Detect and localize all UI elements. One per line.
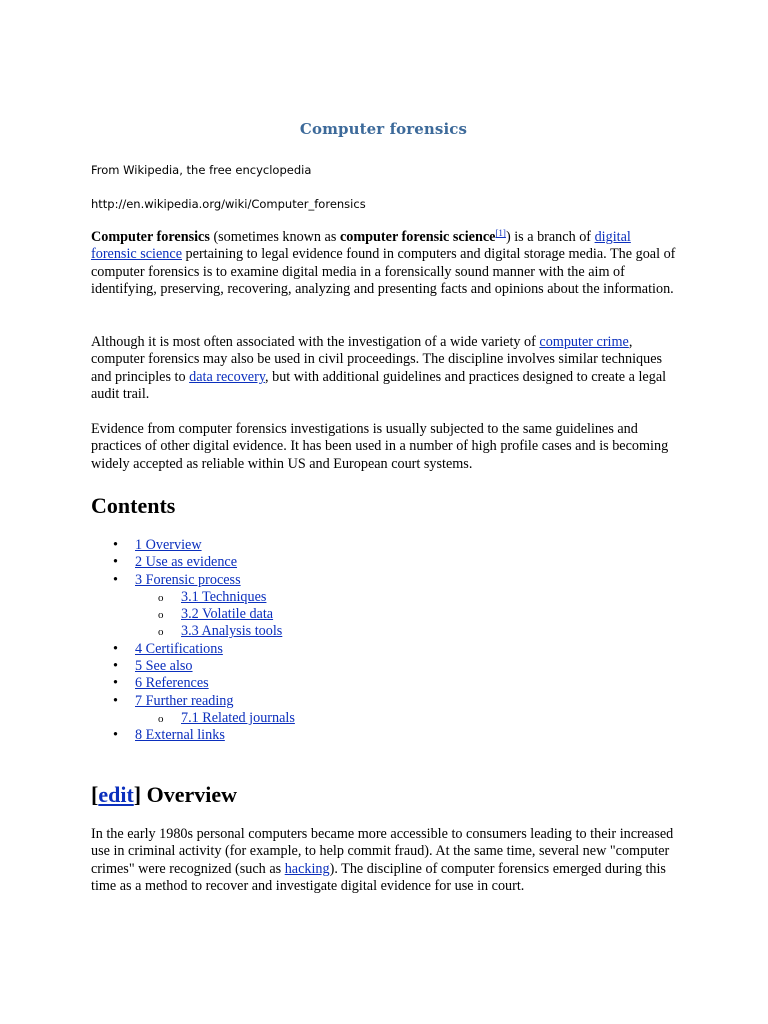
text-segment: ). The discipline of computer forensics emerged during this time as a method to recover and investigate digital evidence for use in court. xyxy=(91,860,666,895)
bullet-icon: • xyxy=(113,692,118,709)
sub-bullet-icon: o xyxy=(158,609,164,622)
url-line: http://en.wikipedia.org/wiki/Computer_forensics xyxy=(91,197,366,211)
toc-item xyxy=(91,658,651,675)
text-segment: (sometimes known as xyxy=(209,229,340,245)
overview-heading-text: Overview xyxy=(141,782,238,807)
hacking-link[interactable]: hacking xyxy=(284,860,330,877)
bullet-icon: • xyxy=(113,571,118,588)
text-segment: , but with additional guidelines and practices designed to create a legal audit trail. xyxy=(91,368,667,403)
toc-item xyxy=(91,572,651,589)
sub-bullet-icon: o xyxy=(158,626,164,639)
reference-superscript xyxy=(495,228,506,238)
sub-bullet-icon: o xyxy=(158,591,164,604)
toc-link[interactable]: 3 Forensic process xyxy=(135,571,241,588)
toc-item xyxy=(91,727,651,744)
bullet-icon: • xyxy=(113,554,118,571)
edit-link[interactable]: edit xyxy=(98,782,134,807)
bullet-icon: • xyxy=(113,537,118,553)
contents-heading: Contents xyxy=(91,493,176,518)
intro-paragraph-3: Evidence from computer forensics investigations is usually subjected to the same guidelines and practices of other digital evidence. It has been used in a number of high profile cases and is becoming widely accepted as reliable within US and European court systems. xyxy=(91,421,669,472)
digital-forensic-science-link[interactable]: digital forensic science xyxy=(91,229,631,263)
toc-item xyxy=(91,641,651,658)
data-recovery-link[interactable]: data recovery xyxy=(189,368,265,385)
table-of-contents xyxy=(91,537,651,745)
toc-item xyxy=(91,554,651,571)
toc-link[interactable]: 2 Use as evidence xyxy=(135,554,238,571)
toc-item xyxy=(91,606,651,623)
bullet-icon: • xyxy=(113,727,118,744)
toc-link[interactable]: 1 Overview xyxy=(135,537,202,553)
source-line: From Wikipedia, the free encyclopedia xyxy=(91,163,312,177)
bracket-close: ] xyxy=(133,782,142,807)
bold-alt-term: computer forensic science xyxy=(339,229,496,245)
text-segment: pertaining to legal evidence found in computers and digital storage media. The goal of computer forensics is to examine digital media in a forensically sound manner with the aim of identifying, preserving, recovering, analyzing and presenting facts and opinions about the information. xyxy=(91,246,676,298)
intro-paragraph-1 xyxy=(91,229,679,299)
bracket-open: [ xyxy=(91,782,99,807)
toc-link[interactable]: 3.2 Volatile data xyxy=(181,606,274,623)
bullet-icon: • xyxy=(113,675,118,692)
toc-link[interactable]: 4 Certifications xyxy=(135,640,223,657)
toc-link[interactable]: 7.1 Related journals xyxy=(181,709,295,726)
overview-heading xyxy=(91,782,237,808)
bullet-icon: • xyxy=(113,640,118,657)
text-segment: ) is a branch of xyxy=(505,229,595,245)
toc-link[interactable]: 8 External links xyxy=(135,727,225,744)
sub-bullet-icon: o xyxy=(158,712,164,725)
overview-paragraph xyxy=(91,826,679,896)
toc-item xyxy=(91,537,651,554)
bullet-icon: • xyxy=(113,658,118,675)
toc-link[interactable]: 6 References xyxy=(135,675,209,692)
toc-item xyxy=(91,693,651,710)
toc-item xyxy=(91,623,651,640)
toc-item xyxy=(91,675,651,692)
toc-link[interactable]: 5 See also xyxy=(135,658,193,675)
toc-item xyxy=(91,589,651,606)
computer-crime-link[interactable]: computer crime xyxy=(539,334,629,350)
text-segment: Although it is most often associated with the investigation of a wide variety of xyxy=(91,334,540,350)
toc-link[interactable]: 7 Further reading xyxy=(135,692,234,709)
text-segment: , computer forensics may also be used in civil proceedings. The discipline involves similar techniques and principles to xyxy=(91,334,663,385)
toc-link[interactable]: 3.3 Analysis tools xyxy=(181,623,283,640)
bold-term: Computer forensics xyxy=(91,229,210,245)
reference-link[interactable]: [1] xyxy=(495,228,506,238)
intro-paragraph-2 xyxy=(91,334,679,404)
page-title: Computer forensics xyxy=(299,120,468,138)
toc-link[interactable]: 3.1 Techniques xyxy=(181,588,267,605)
text-segment: In the early 1980s personal computers became more accessible to consumers leading to their increased use in criminal activity (for example, to help commit fraud). At the same time, several new "computer crimes" were recognized (such as xyxy=(91,826,674,877)
toc-item xyxy=(91,710,651,727)
